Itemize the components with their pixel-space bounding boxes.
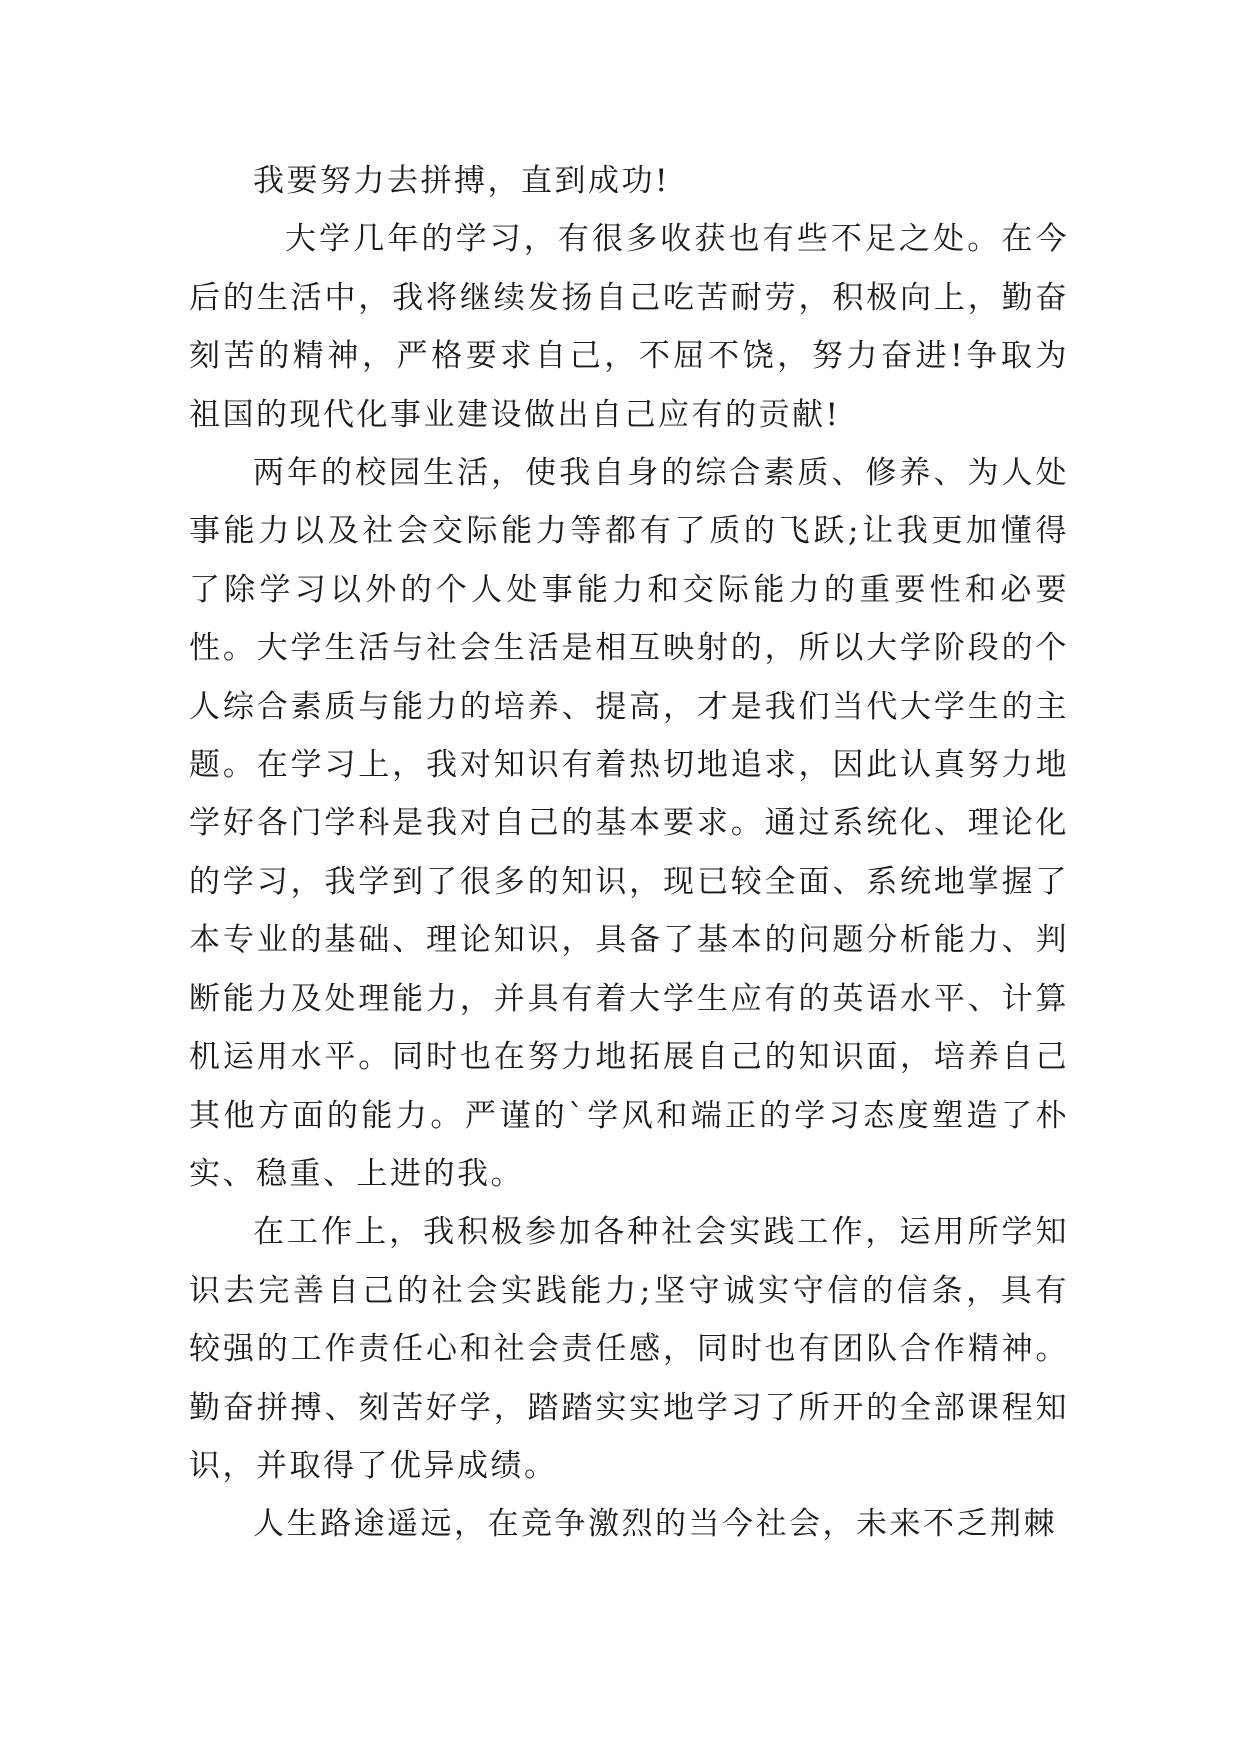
paragraph-life-road: 人生路途遥远，在竞争激烈的当今社会，未来不乏荆棘 [253, 1506, 1057, 1543]
paragraph-work: 在工作上，我积极参加各种社会实践工作，运用所学知识去完善自己的社会实践能力;坚守诚实守信的信条，具有较强的工作责任心和社会责任感，同时也有团队合作精神。勤奋拼搏、刻苦好学，踏踏实实地学习了所开的全部课程知识，并取得了优异成绩。 [189, 1214, 1069, 1484]
paragraph-study-summary: 大学几年的学习，有很多收获也有些不足之处。在今后的生活中，我将继续发扬自己吃苦耐劳，积极向上，勤奋刻苦的精神，严格要求自己，不屈不饶，努力奋进!争取为祖国的现代化事业建设做出自己应有的贡献! [189, 221, 1069, 433]
paragraph-campus-life: 两年的校园生活，使我自身的综合素质、修养、为人处事能力以及社会交际能力等都有了质的飞跃;让我更加懂得了除学习以外的个人处事能力和交际能力的重要性和必要性。大学生活与社会生活是相互映射的，所以大学阶段的个人综合素质与能力的培养、提高，才是我们当代大学生的主题。在学习上，我对知识有着热切地追求，因此认真努力地学好各门学科是我对自己的基本要求。通过系统化、理论化的学习，我学到了很多的知识，现已较全面、系统地掌握了本专业的基础、理论知识，具备了基本的问题分析能力、判断能力及处理能力，并具有着大学生应有的英语水平、计算机运用水平。同时也在努力地拓展自己的知识面，培养自己其他方面的能力。严谨的`学风和端正的学习态度塑造了朴实、稳重、上进的我。 [189, 455, 1069, 1192]
document-body [189, 152, 1069, 1554]
paragraph-closing-line: 我要努力去拼搏，直到成功! [253, 163, 670, 199]
